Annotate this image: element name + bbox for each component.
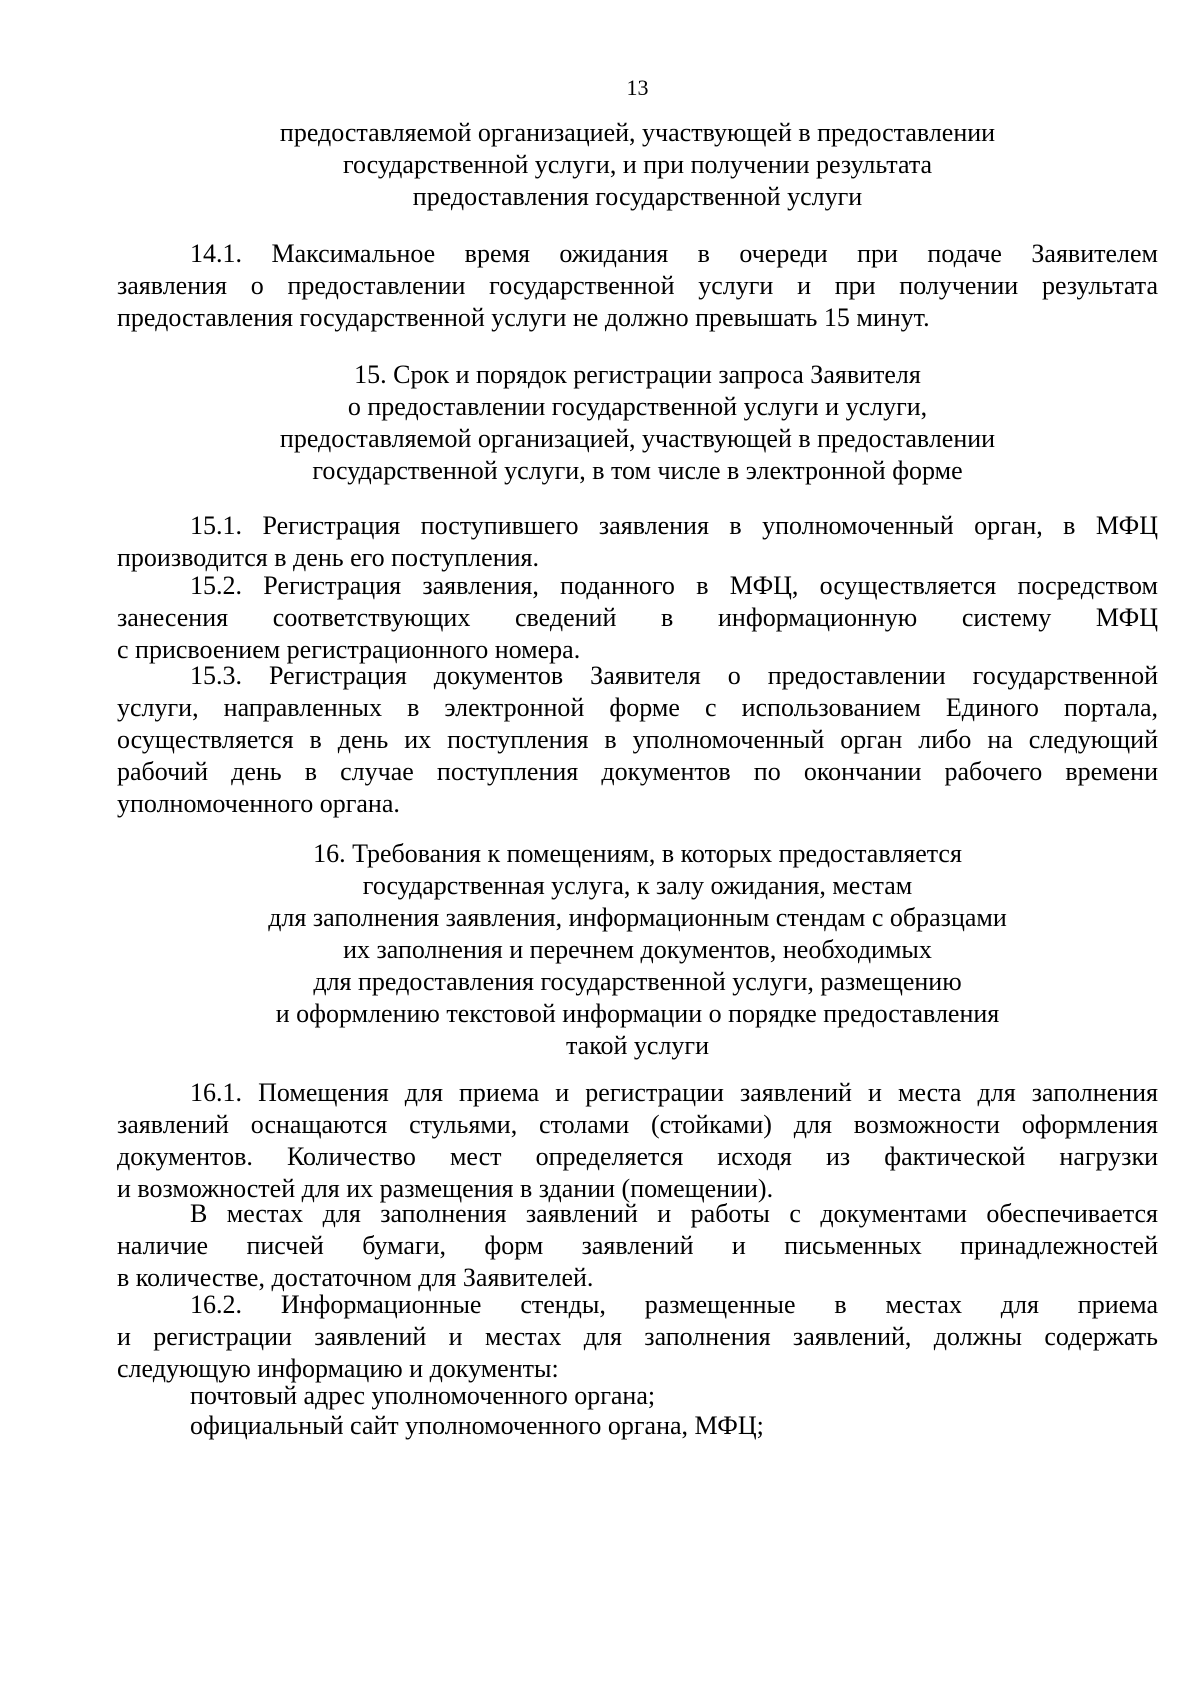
paragraph-15-1	[117, 510, 1158, 574]
heading-line: о предоставлении государственной услуги и услуги,	[347, 392, 928, 421]
heading-line: предоставляемой организацией, участвующей в предоставлении	[279, 424, 996, 453]
paragraph-line: 15.1. Регистрация поступившего заявления в уполномоченный орган, в МФЦ	[190, 511, 1158, 540]
page-number: 13	[626, 75, 649, 100]
paragraph-line: занесения соответствующих сведений в информационную систему МФЦ	[117, 603, 1158, 632]
section-15-heading	[117, 359, 1158, 487]
paragraph-line: документов. Количество мест определяется исходя из фактической нагрузки	[117, 1142, 1158, 1171]
paragraph-line: в количестве, достаточном для Заявителей.	[117, 1263, 594, 1292]
heading-line: и оформлению текстовой информации о порядке предоставления	[275, 999, 1000, 1028]
paragraph-line: и возможностей для их размещения в здании (помещении).	[117, 1174, 774, 1203]
heading-line: их заполнения и перечнем документов, необходимых	[343, 935, 932, 964]
paragraph-line: 16.1. Помещения для приема и регистрации заявлений и места для заполнения	[190, 1078, 1158, 1107]
heading-line: 15. Срок и порядок регистрации запроса Заявителя	[354, 360, 921, 389]
paragraph-line: 15.3. Регистрация документов Заявителя о предоставлении государственной	[190, 661, 1158, 690]
paragraph-line: осуществляется в день их поступления в уполномоченный орган либо на следующий	[117, 725, 1158, 754]
paragraph-line: предоставления государственной услуги не должно превышать 15 минут.	[117, 303, 930, 332]
paragraph-line: 14.1. Максимальное время ожидания в очереди при подаче Заявителем	[190, 239, 1158, 268]
paragraph-line: заявлений оснащаются стульями, столами (стойками) для возможности оформления	[117, 1110, 1158, 1139]
list-item: официальный сайт уполномоченного органа, МФЦ;	[190, 1411, 764, 1440]
heading-line: такой услуги	[565, 1031, 710, 1060]
paragraph-line: В местах для заполнения заявлений и работы с документами обеспечивается	[190, 1199, 1158, 1228]
paragraph-15-3	[117, 660, 1158, 820]
paragraph-16-2	[117, 1289, 1158, 1385]
paragraph-line: заявления о предоставлении государственной услуги и при получении результата	[117, 271, 1158, 300]
heading-line: предоставляемой организацией, участвующей в предоставлении	[279, 118, 996, 147]
paragraph-line: 16.2. Информационные стенды, размещенные в местах для приема	[190, 1290, 1158, 1319]
paragraph-line: наличие писчей бумаги, форм заявлений и письменных принадлежностей	[117, 1231, 1158, 1260]
section-16-heading	[117, 838, 1158, 1062]
paragraph-line: уполномоченного органа.	[117, 789, 400, 818]
heading-line: 16. Требования к помещениям, в которых предоставляется	[313, 839, 962, 868]
paragraph-line: рабочий день в случае поступления документов по окончании рабочего времени	[117, 757, 1158, 786]
list-item: почтовый адрес уполномоченного органа;	[190, 1381, 656, 1410]
paragraph-line: 15.2. Регистрация заявления, поданного в МФЦ, осуществляется посредством	[190, 571, 1158, 600]
heading-line: государственной услуги, в том числе в электронной форме	[312, 456, 963, 485]
paragraph-16-1	[117, 1077, 1158, 1205]
heading-line: предоставления государственной услуги	[412, 182, 863, 211]
paragraph-15-2	[117, 570, 1158, 666]
section-14-heading	[117, 117, 1158, 213]
paragraph-line: с присвоением регистрационного номера.	[117, 635, 581, 664]
paragraph-line: и регистрации заявлений и местах для заполнения заявлений, должны содержать	[117, 1322, 1158, 1351]
heading-line: государственной услуги, и при получении результата	[342, 150, 933, 179]
paragraph-line: следующую информацию и документы:	[117, 1354, 559, 1383]
paragraph-line: производится в день его поступления.	[117, 543, 539, 572]
paragraph-14-1	[117, 238, 1158, 334]
paragraph-line: услуги, направленных в электронной форме с использованием Единого портала,	[117, 693, 1158, 722]
heading-line: для предоставления государственной услуги, размещению	[313, 967, 962, 996]
heading-line: для заполнения заявления, информационным стендам с образцами	[268, 903, 1007, 932]
paragraph-16-1-continued	[117, 1198, 1158, 1294]
heading-line: государственная услуга, к залу ожидания, местам	[362, 871, 913, 900]
